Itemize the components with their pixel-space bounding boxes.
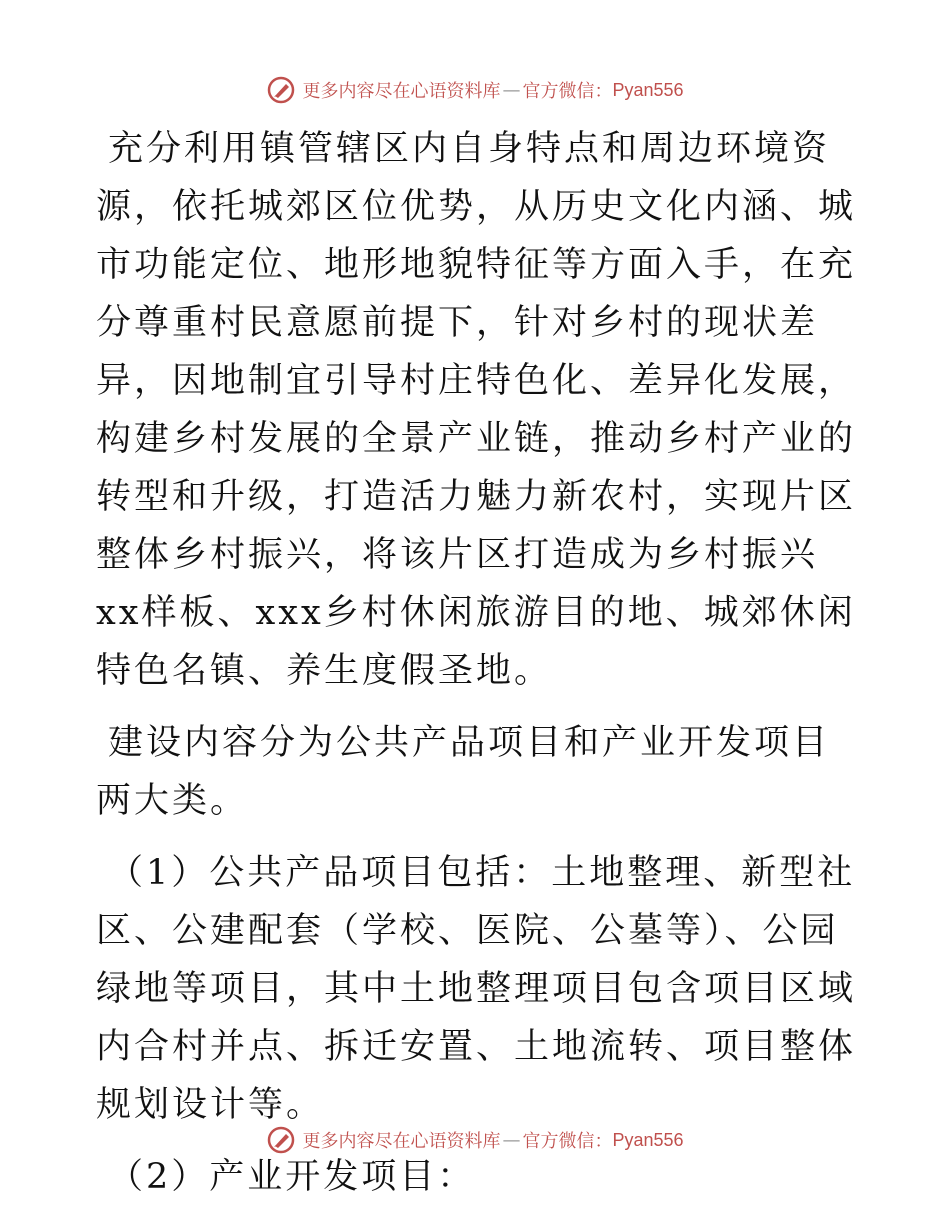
document-body [96, 120, 856, 1220]
paragraph-construction-scope: 建设内容分为公共产品项目和产业开发项目两大类。 [96, 723, 831, 821]
watermark-separator: — [502, 79, 521, 101]
watermark-brand: 更多内容尽在心语资料库 [302, 1131, 501, 1152]
watermark-brand: 更多内容尽在心语资料库 [302, 81, 501, 102]
watermark-label: 官方微信： [522, 81, 613, 102]
watermark-id: Pyan556 [612, 1129, 684, 1150]
watermark-id: Pyan556 [612, 79, 684, 100]
paragraph-public-projects: （1）公共产品项目包括：土地整理、新型社区、公建配套（学校、医院、公墓等）、公园绿地等项目，其中土地整理项目包含项目区域内合村并点、拆迁安置、土地流转、项目整体规划设计等。 [96, 853, 857, 1125]
pen-logo-icon [266, 1125, 296, 1155]
watermark-label: 官方微信： [522, 1131, 613, 1152]
watermark-separator: — [502, 1129, 521, 1151]
paragraph-industry-projects: （2）产业开发项目： [108, 1157, 476, 1197]
footer-watermark [0, 1120, 950, 1160]
paragraph-intro: 充分利用镇管辖区内自身特点和周边环境资源，依托城郊区位优势，从历史文化内涵、城市功能定位、地形地貌特征等方面入手，在充分尊重村民意愿前提下，针对乡村的现状差异，因地制宜引导村庄特色化、差异化发展，构建乡村发展的全景产业链，推动乡村产业的转型和升级，打造活力魅力新农村，实现片区整体乡村振兴，将该片区打造成为乡村振兴xx样板、xxx乡村休闲旅游目的地、城郊休闲特色名镇、养生度假圣地。 [96, 129, 857, 691]
header-watermark [0, 70, 950, 110]
pen-logo-icon [266, 75, 296, 105]
